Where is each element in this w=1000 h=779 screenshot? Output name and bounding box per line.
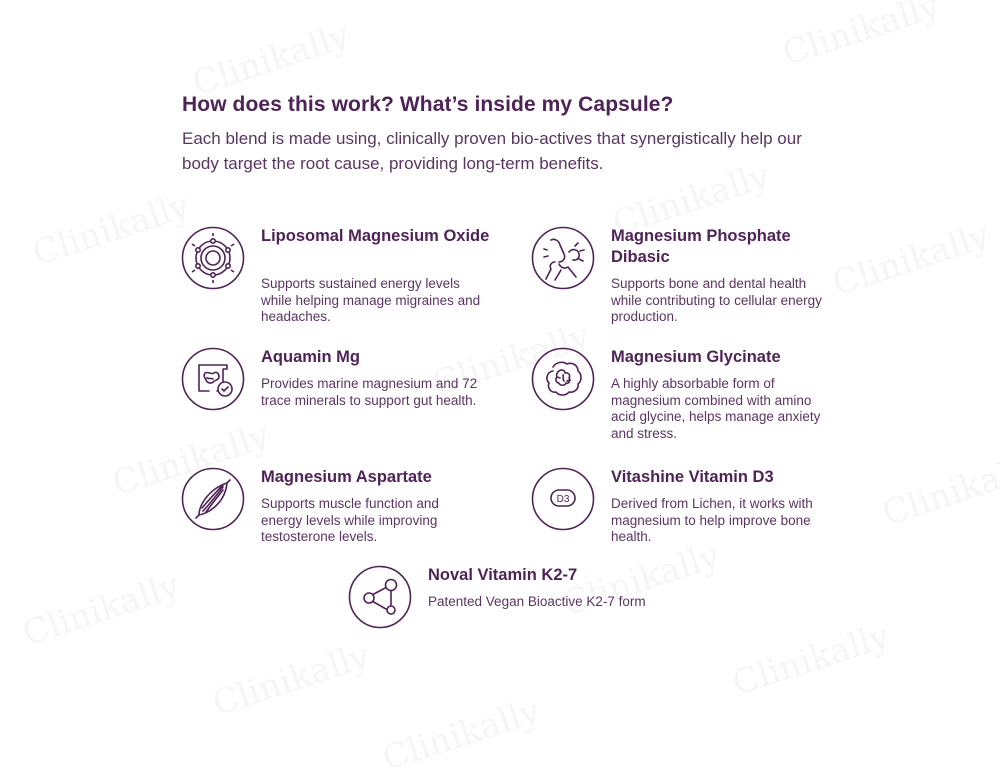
ingredient-description: Supports sustained energy levels while helping manage migraines and headaches.: [261, 276, 481, 324]
ingredient-title: Aquamin Mg: [261, 348, 360, 366]
brain-icon: [531, 347, 595, 411]
watermark: [878, 446, 1000, 534]
ingredient-title: Vitashine Vitamin D3: [611, 468, 774, 486]
ingredient-title: Liposomal Magnesium Oxide: [261, 227, 490, 245]
cell-icon: [181, 226, 245, 290]
watermark: [778, 0, 945, 74]
molecule-icon: [348, 565, 412, 629]
ingredient-description: Supports muscle function and energy levels while improving testosterone levels.: [261, 496, 439, 544]
ingredient-item: [531, 347, 831, 447]
ingredient-description: Derived from Lichen, it works with magnesium to help improve bone health.: [611, 496, 813, 544]
muscle-icon: [181, 467, 245, 531]
ingredient-item: [348, 565, 648, 665]
ingredient-item: [181, 467, 481, 567]
watermark: [28, 186, 195, 274]
ingredient-title: Magnesium Phosphate Dibasic: [611, 227, 791, 266]
watermark: [828, 216, 995, 304]
ingredient-description: Supports bone and dental health while contributing to cellular energy production.: [611, 276, 822, 324]
watermark: [188, 16, 355, 104]
intro-text: Each blend is made using, clinically proven bio-actives that synergistically help our body target the root cause, providing long-term benefits.: [182, 129, 802, 173]
ingredient-item: [181, 347, 481, 447]
ingredient-item: [181, 226, 490, 326]
d3-capsule-icon: [531, 467, 595, 531]
ingredient-title: Magnesium Glycinate: [611, 348, 781, 366]
watermark: [18, 566, 185, 654]
ingredient-item: [531, 467, 831, 567]
ingredient-description: A highly absorbable form of magnesium combined with amino acid glycine, helps manage anxiety and stress.: [611, 376, 821, 441]
watermark: [728, 616, 895, 704]
joint-icon: [531, 226, 595, 290]
d3-label: D3: [556, 494, 570, 505]
gut-icon: [181, 347, 245, 411]
ingredient-title: Magnesium Aspartate: [261, 468, 432, 486]
watermark: [378, 691, 545, 779]
ingredient-description: Provides marine magnesium and 72 trace minerals to support gut health.: [261, 376, 478, 408]
page-heading: How does this work? What’s inside my Capsule?: [182, 93, 674, 116]
ingredient-description: Patented Vegan Bioactive K2-7 form: [428, 594, 646, 609]
ingredient-title: Noval Vitamin K2-7: [428, 566, 578, 584]
ingredient-item: [531, 226, 831, 326]
